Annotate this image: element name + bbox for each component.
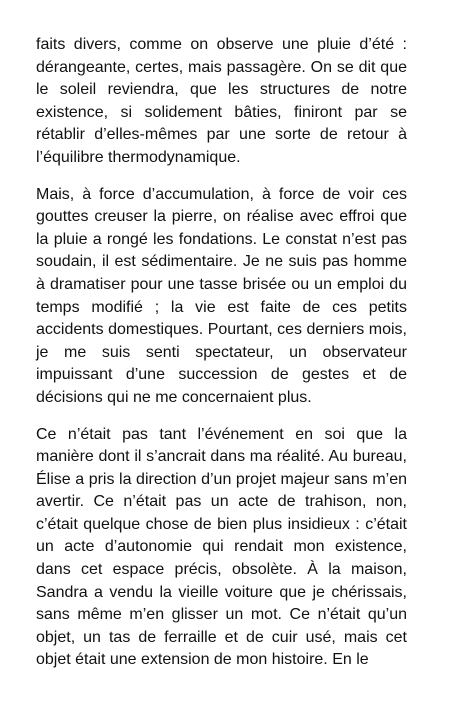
paragraph-1: faits divers, comme on observe une pluie d’été : dérangeante, certes, mais passagère. On se dit que le soleil reviendra, que les structures de notre existence, si solidement bâties, finiront par se rétablir d’elles-mêmes par une sorte de retour à l’équilibre thermodynamique. (36, 36, 407, 166)
paragraph-2: Mais, à force d’accumulation, à force de voir ces gouttes creuser la pierre, on réalise avec effroi que la pluie a rongé les fondations. Le constat n’est pas soudain, il est sédimentaire. Je ne suis pas homme à dramatiser pour une tasse brisée ou un emploi du temps modifié ; la vie est faite de ces petits accidents domestiques. Pourtant, ces derniers mois, je me suis senti spectateur, un observateur impuissant d’une succession de gestes et de décisions qui ne me concernaient plus. (36, 185, 407, 406)
paragraph-3: Ce n’était pas tant l’événement en soi que la manière dont il s’ancrait dans ma réalité. Au bureau, Élise a pris la direction d’un projet majeur sans m’en avertir. Ce n’était pas un acte de trahison, non, c’était quelque chose de bien plus insidieux : c’était un acte d’autonomie qui rendait mon existence, dans cet espace précis, obsolète. À la maison, Sandra a vendu la vieille voiture que je chérissais, sans même m’en glisser un mot. Ce n’était qu’un objet, un tas de ferraille et de cuir usé, mais cet objet était une extension de mon histoire. En le (36, 425, 407, 669)
document-page (36, 34, 407, 686)
